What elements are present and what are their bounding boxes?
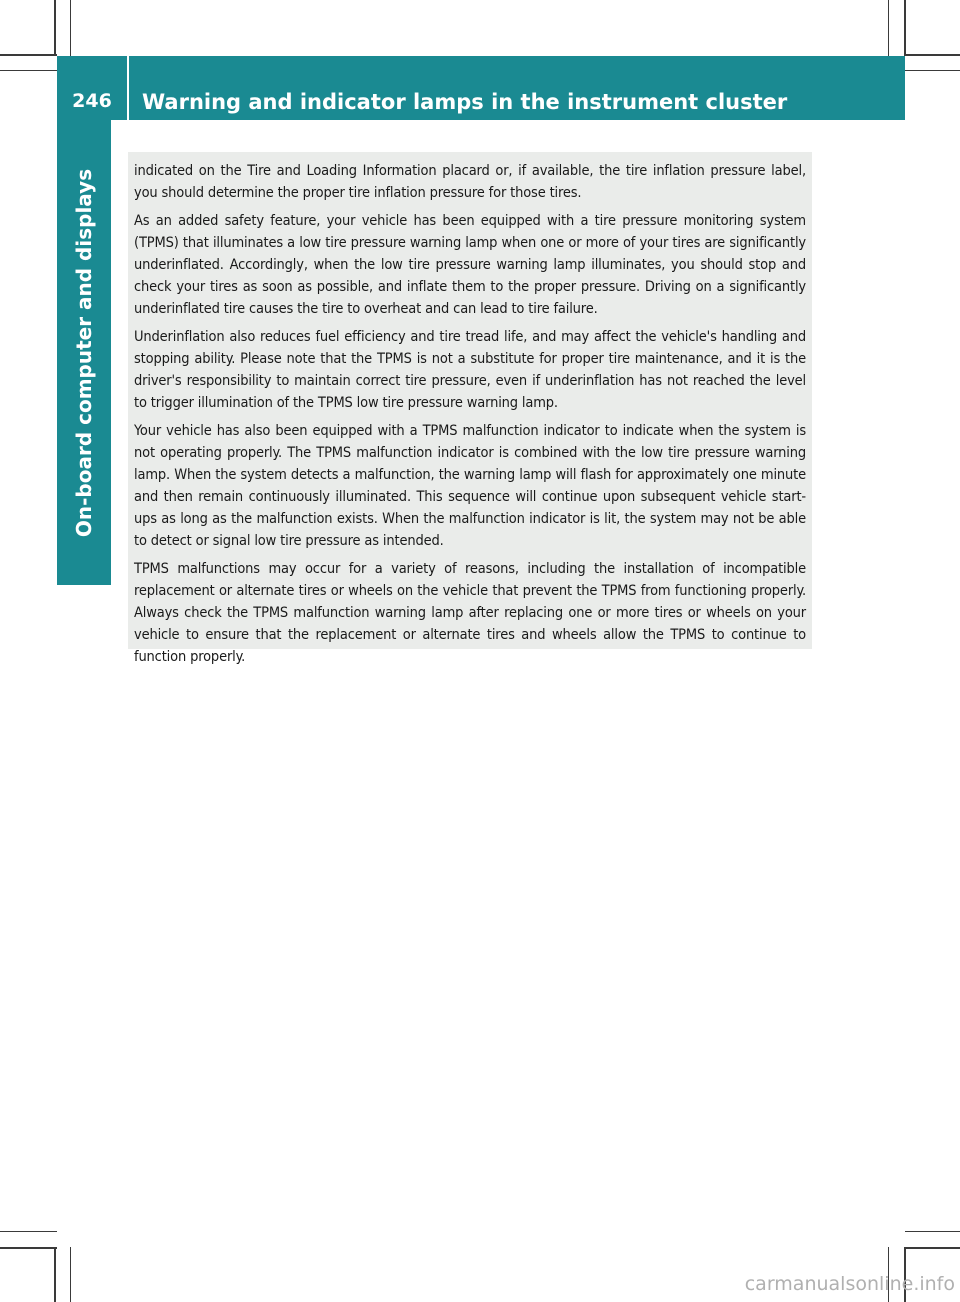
paragraph-2: As an added safety feature, your vehicle has been equipped with a tire pressure monitoring system (TPMS) that illuminates a low tire pressure warning lamp when one or more of your tires are significantly underinflated. Accordingly, when the low tire pressure warning lamp illuminates, you should stop and check your tires as soon as possible, and inflate them to the proper pressure. Driving on a significantly underinflated tire causes the tire to overheat and can lead to tire failure. bbox=[134, 213, 806, 317]
paragraph-5: TPMS malfunctions may occur for a variety of reasons, including the installation of incompatible replacement or alternate tires or wheels on the vehicle that prevent the TPMS from functioning properly. Always check the TPMS malfunction warning lamp after replacing one or more tires or wheels on your vehicle to ensure that the replacement or alternate tires and wheels allow the TPMS to continue to function properly. bbox=[134, 561, 806, 665]
header-divider bbox=[127, 56, 129, 120]
crop-mark bbox=[0, 54, 57, 56]
crop-mark bbox=[70, 1247, 71, 1302]
watermark: carmanualsonline.info bbox=[744, 1273, 955, 1295]
crop-mark bbox=[54, 1247, 56, 1302]
chapter-tab bbox=[57, 120, 111, 585]
crop-mark bbox=[905, 70, 960, 71]
crop-mark bbox=[54, 0, 56, 56]
crop-mark bbox=[905, 1247, 960, 1249]
paragraph-1: indicated on the Tire and Loading Information placard or, if available, the tire inflation pressure label, you should determine the proper tire inflation pressure for those tires. bbox=[134, 163, 806, 201]
crop-mark bbox=[0, 1247, 57, 1249]
page-title: Warning and indicator lamps in the instrument cluster bbox=[142, 90, 788, 114]
page-number: 246 bbox=[72, 90, 112, 112]
page-header bbox=[57, 56, 905, 120]
crop-mark bbox=[70, 0, 71, 56]
chapter-tab-label: On-board computer and displays bbox=[72, 168, 96, 537]
crop-mark bbox=[905, 1231, 960, 1232]
crop-mark bbox=[0, 1231, 57, 1232]
paragraph-3: Underinflation also reduces fuel efficiency and tire tread life, and may affect the vehicle's handling and stopping ability. Please note that the TPMS is not a substitute for proper tire maintenance, and it is the driver's responsibility to maintain correct tire pressure, even if underinflation has not reached the level to trigger illumination of the TPMS low tire pressure warning lamp. bbox=[134, 329, 806, 411]
crop-mark bbox=[0, 70, 57, 71]
crop-mark bbox=[888, 0, 889, 56]
tpms-information-box bbox=[128, 152, 812, 665]
crop-mark bbox=[905, 54, 960, 56]
crop-mark bbox=[904, 0, 906, 56]
paragraph-4: Your vehicle has also been equipped with a TPMS malfunction indicator to indicate when the system is not operating properly. The TPMS malfunction indicator is combined with the low tire pressure warning lamp. When the system detects a malfunction, the warning lamp will flash for approximately one minute and then remain continuously illuminated. This sequence will continue upon subsequent vehicle start-ups as long as the malfunction exists. When the malfunction indicator is lit, the system may not be able to detect or signal low tire pressure as intended. bbox=[134, 423, 806, 549]
